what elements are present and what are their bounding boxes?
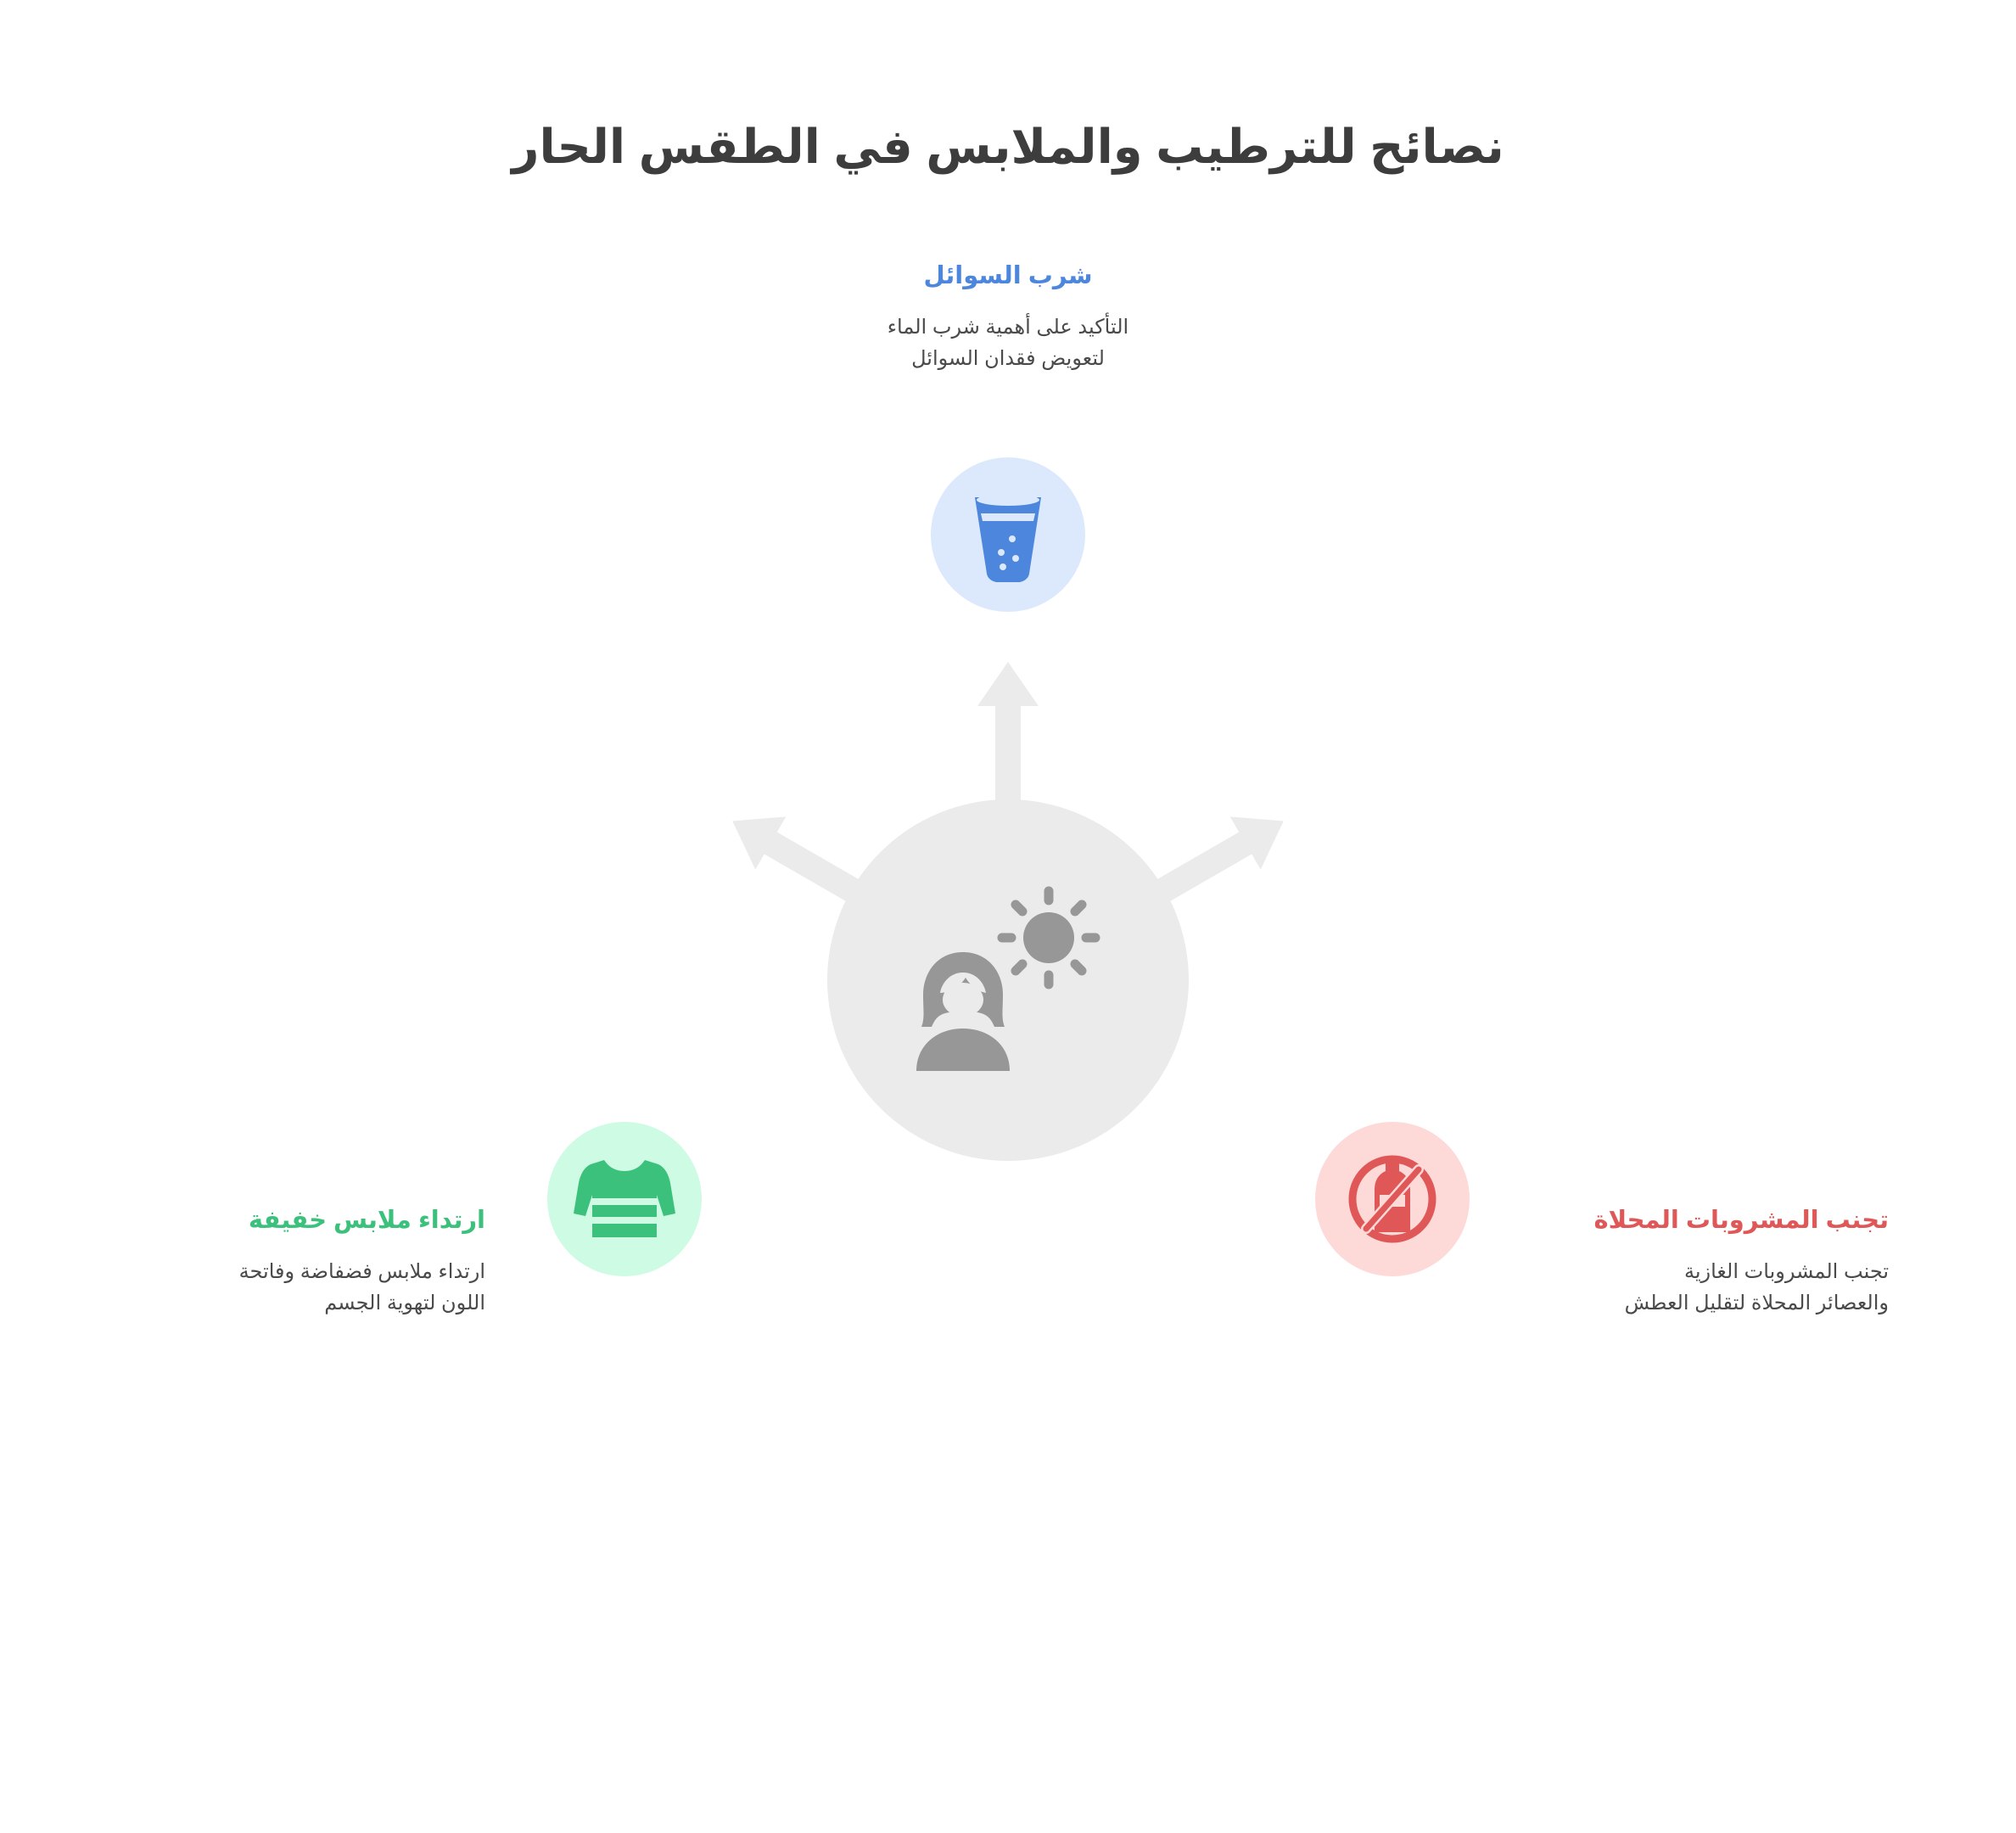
- page-title: نصائح للترطيب والملابس في الطقس الحار: [512, 120, 1504, 173]
- clothing-heading: ارتداء ملابس خفيفة: [248, 1207, 485, 1234]
- fluids-description-line: التأكيد على أهمية شرب الماء: [887, 316, 1129, 339]
- arrow-to-fluids: [977, 662, 1039, 806]
- fluids-description: [830, 311, 1186, 374]
- clothing-description: [129, 1256, 485, 1319]
- clothing-description-line: اللون لتهوية الجسم: [324, 1292, 485, 1314]
- fluids-description-line: لتعويض فقدان السوائل: [911, 347, 1105, 370]
- fluids-text-block: [830, 259, 1186, 374]
- sweet-drinks-description-line: تجنب المشروبات الغازية: [1683, 1260, 1889, 1283]
- clothing-text-block: [129, 1203, 485, 1319]
- sweet-drinks-description-line: والعصائر المحلاة لتقليل العطش: [1624, 1292, 1889, 1314]
- fluids-heading: شرب السوائل: [923, 262, 1093, 289]
- clothing-description-line: ارتداء ملابس فضفاضة وفاتحة: [238, 1260, 485, 1283]
- center-circle: [827, 799, 1189, 1161]
- sweet-drinks-description: [1532, 1256, 1889, 1319]
- sweet-drinks-text-block: [1532, 1203, 1889, 1319]
- sweet-drinks-heading: تجنب المشروبات المحلاة: [1593, 1207, 1889, 1234]
